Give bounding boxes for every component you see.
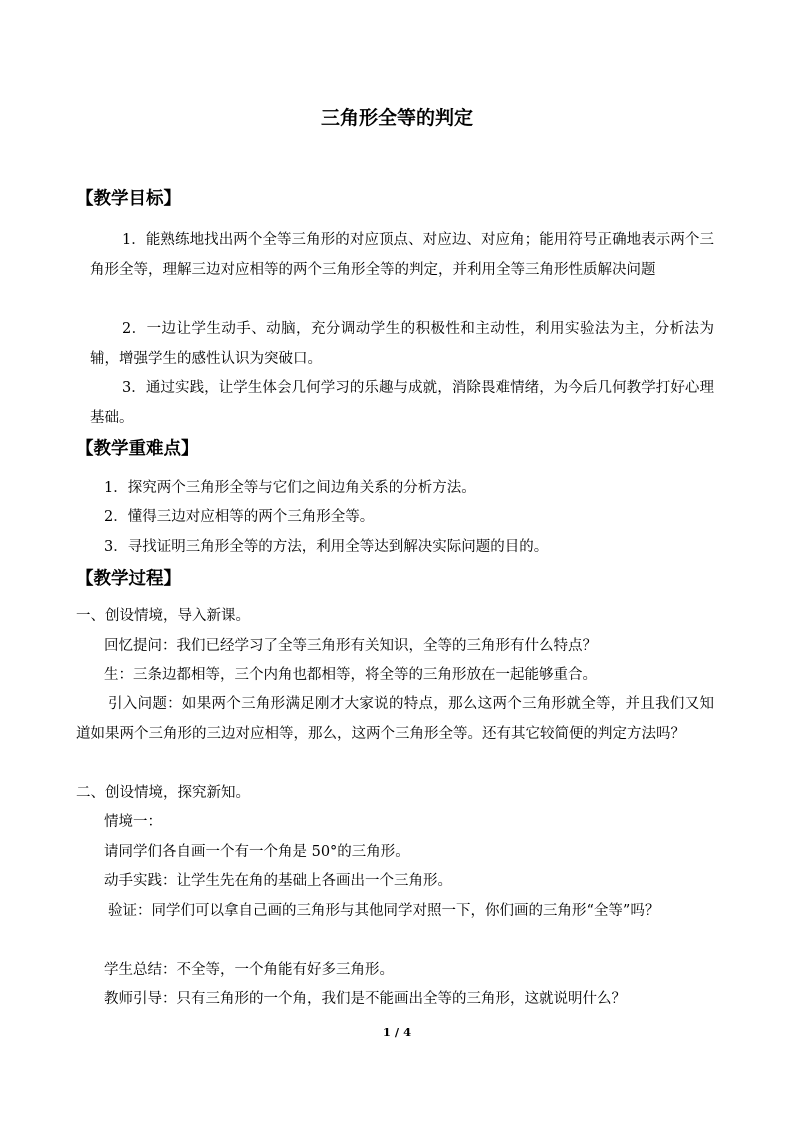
- objective-item-1: 1．能熟练地找出两个全等三角形的对应顶点、对应边、对应角；能用符号正确地表示两个三角形全等，理解三边对应相等的两个三角形全等的判定，并利用全等三角形性质解决问题: [90, 232, 714, 278]
- process-part1-title: 一、创设情境，导入新课。: [76, 608, 250, 624]
- process-part2-para-3: 动手实践：让学生先在角的基础上各画出一个三角形。: [104, 873, 452, 889]
- key-point-item-3: 3．寻找证明三角形全等的方法，利用全等达到解决实际问题的目的。: [104, 539, 549, 555]
- heading-key-points: 【教学重难点】: [76, 439, 199, 459]
- objective-item-3: 3．通过实践，让学生体会几何学习的乐趣与成就，消除畏难情绪，为今后几何教学打好心理基础。: [90, 380, 714, 426]
- heading-objectives: 【教学目标】: [76, 189, 181, 209]
- process-part2-para-1: 情境一：: [104, 814, 162, 830]
- key-point-item-1: 1．探究两个三角形全等与它们之间边角关系的分析方法。: [104, 480, 476, 496]
- process-part2-para-5: 学生总结：不全等，一个角能有好多三角形。: [104, 962, 394, 978]
- document-title: 三角形全等的判定: [320, 107, 473, 129]
- process-part2-para-6: 教师引导：只有三角形的一个角，我们是不能画出全等的三角形，这就说明什么？: [104, 991, 626, 1007]
- process-part1-para-2: 生：三条边都相等，三个内角也都相等，将全等的三角形放在一起能够重合。: [104, 667, 597, 683]
- process-part2-para-4: 验证：同学们可以拿自己画的三角形与其他同学对照一下，你们画的三角形“全等”吗？: [108, 903, 660, 919]
- heading-process: 【教学过程】: [76, 569, 181, 589]
- key-point-item-2: 2．懂得三边对应相等的两个三角形全等。: [104, 509, 375, 525]
- objective-item-2: 2．一边让学生动手、动脑，充分调动学生的积极性和主动性，利用实验法为主，分析法为辅，增强学生的感性认识为突破口。: [90, 321, 714, 367]
- page-number: 1 / 4: [382, 1025, 412, 1039]
- process-part2-para-2: 请同学们各自画一个有一个角是 50°的三角形。: [104, 844, 410, 860]
- process-part2-title: 二、创设情境，探究新知。: [76, 785, 250, 801]
- process-part1-para-1: 回忆提问：我们已经学习了全等三角形有关知识，全等的三角形有什么特点？: [104, 638, 597, 654]
- process-part1-para-3: 引入问题：如果两个三角形满足刚才大家说的特点，那么这两个三角形就全等，并且我们又知道如果两个三角形的三边对应相等，那么，这两个三角形全等。还有其它较简便的判定方法吗？: [76, 696, 714, 742]
